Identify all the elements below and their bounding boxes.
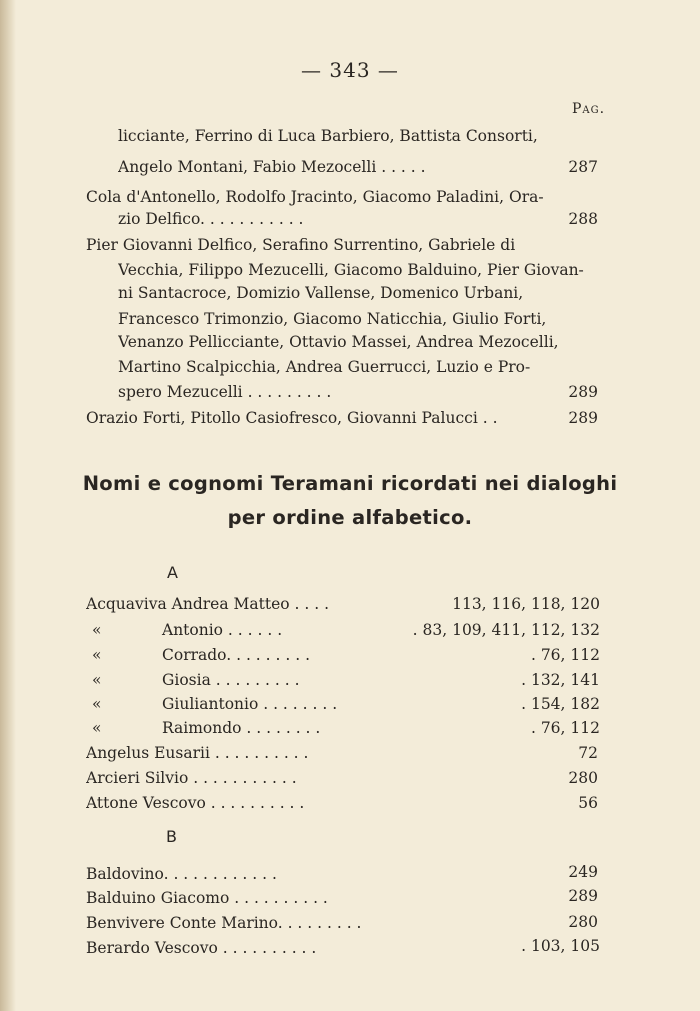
index-entry-name: Angelus Eusarii . . . . . . . . . .	[86, 744, 309, 762]
index-entry-pages: 280	[568, 913, 598, 931]
index-entry-name: Baldovino. . . . . . . . . . . .	[86, 865, 277, 883]
ditto-mark: «	[92, 646, 102, 664]
continuation-line: spero Mezucelli . . . . . . . . .	[118, 383, 332, 401]
continuation-line: Venanzo Pellicciante, Ottavio Massei, Andrea Mezocelli,	[118, 333, 559, 351]
index-entry-given-name: Raimondo . . . . . . . .	[162, 719, 321, 737]
index-entry-pages: . 132, 141	[521, 671, 600, 689]
continuation-page: 289	[568, 383, 598, 401]
index-entry-pages: 56	[578, 794, 598, 812]
continuation-line: Pier Giovanni Delfico, Serafino Surrentino, Gabriele di	[86, 236, 516, 254]
index-entry-name	[86, 645, 526, 665]
index-entry-name: Attone Vescovo . . . . . . . . . .	[86, 794, 305, 812]
continuation-page: 289	[568, 409, 598, 427]
index-entry-name: Berardo Vescovo . . . . . . . . . .	[86, 939, 317, 957]
index-entry-pages: 280	[568, 769, 598, 787]
index-entry-name	[86, 694, 526, 714]
index-entry-given-name: Corrado. . . . . . . . .	[162, 646, 310, 664]
section-letter: B	[166, 827, 177, 846]
index-entry-given-name: Giuliantonio . . . . . . . .	[162, 695, 338, 713]
index-entry-pages: . 76, 112	[530, 646, 600, 664]
page-column-label: Pag.	[572, 101, 606, 117]
index-entry-pages: . 103, 105	[521, 937, 600, 955]
continuation-line: zio Delfico. . . . . . . . . . .	[118, 210, 304, 228]
continuation-line: Vecchia, Filippo Mezucelli, Giacomo Balduino, Pier Giovan-	[118, 261, 584, 279]
index-entry-pages: 113, 116, 118, 120	[452, 595, 600, 613]
index-entry-name: Acquaviva Andrea Matteo . . . .	[86, 595, 329, 613]
continuation-line: Cola d'Antonello, Rodolfo Jracinto, Giacomo Paladini, Ora-	[86, 188, 544, 206]
index-entry-pages: 289	[568, 887, 598, 905]
index-heading: Nomi e cognomi Teramani ricordati nei dialoghi	[82, 472, 618, 495]
index-entry-pages: 72	[578, 744, 598, 762]
index-entry-pages: . 154, 182	[521, 695, 600, 713]
page-number: — 343 —	[301, 58, 399, 82]
index-entry-name: Benvivere Conte Marino. . . . . . . . .	[86, 914, 362, 932]
ditto-mark: «	[92, 719, 102, 737]
index-entry-name	[86, 718, 526, 738]
index-entry-name	[86, 670, 526, 690]
index-entry-name: Balduino Giacomo . . . . . . . . . .	[86, 889, 328, 907]
ditto-mark: «	[92, 671, 102, 689]
ditto-mark: «	[92, 695, 102, 713]
index-entry-pages: . 83, 109, 411, 112, 132	[412, 621, 600, 639]
ditto-mark: «	[92, 621, 102, 639]
continuation-page: 287	[568, 158, 598, 176]
index-entry-given-name: Antonio . . . . . .	[162, 621, 283, 639]
index-entry-pages: . 76, 112	[530, 719, 600, 737]
continuation-line: Angelo Montani, Fabio Mezocelli . . . . .	[118, 158, 426, 176]
index-entry-given-name: Giosia . . . . . . . . .	[162, 671, 300, 689]
index-entry-name	[86, 620, 440, 640]
section-letter: A	[167, 563, 178, 582]
index-subheading: per ordine alfabetico.	[227, 506, 473, 529]
index-entry-name: Arcieri Silvio . . . . . . . . . . .	[86, 769, 297, 787]
index-entry-pages: 249	[568, 863, 598, 881]
continuation-line: Francesco Trimonzio, Giacomo Naticchia, Giulio Forti,	[118, 310, 547, 328]
continuation-page: 288	[568, 210, 598, 228]
continuation-line: licciante, Ferrino di Luca Barbiero, Battista Consorti,	[118, 127, 538, 145]
continuation-line: Martino Scalpicchia, Andrea Guerrucci, Luzio e Pro-	[118, 358, 531, 376]
continuation-line: Orazio Forti, Pitollo Casiofresco, Giovanni Palucci . .	[86, 409, 498, 427]
continuation-line: ni Santacroce, Domizio Vallense, Domenico Urbani,	[118, 284, 524, 302]
